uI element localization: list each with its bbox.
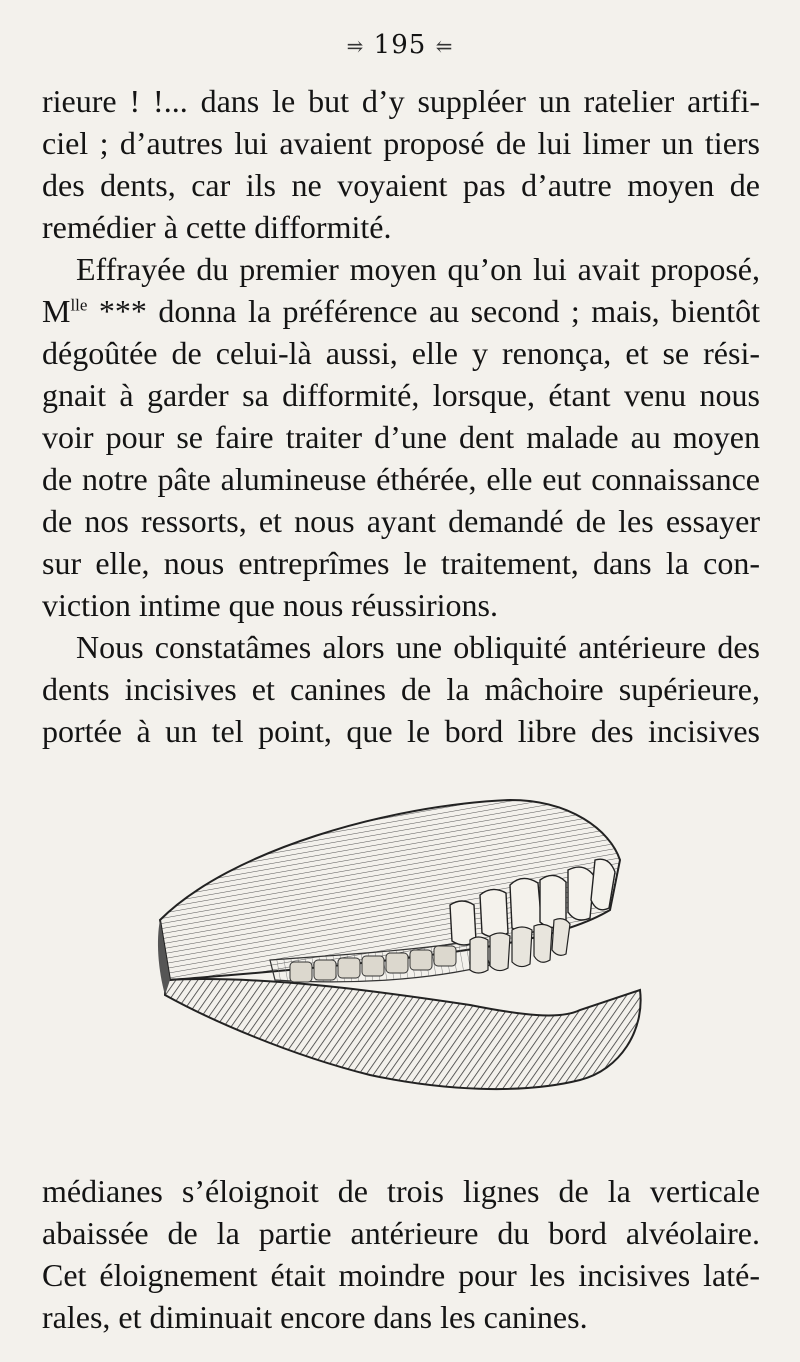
page-number-header — [0, 30, 800, 60]
text-line-with-superscript — [42, 290, 760, 332]
text-line: des dents, car ils ne voyaient pas d’autre moyen de — [42, 167, 760, 203]
text-line: dents incisives et canines de la mâchoire supérieure, — [42, 671, 760, 707]
superscript: lle — [70, 295, 88, 315]
text-line: portée à un tel point, que le bord libre des incisives — [42, 713, 760, 749]
page-number: 195 — [373, 30, 427, 60]
text-line: viction intime que nous réussirions. — [42, 587, 498, 623]
text-line: Nous constatâmes alors une obliquité antérieure des — [76, 629, 760, 665]
text-line: abaissée de la partie antérieure du bord alvéolaire. — [42, 1215, 760, 1251]
text-line: rales, et diminuait encore dans les canines. — [42, 1299, 588, 1335]
left-ornament-icon: ⥤ — [346, 34, 365, 58]
text-line: remédier à cette difformité. — [42, 209, 392, 245]
text-line: dégoûtée de celui-là aussi, elle y renonça, et se rési- — [42, 335, 760, 371]
text-line: Cet éloignement était moindre pour les incisives laté- — [42, 1257, 760, 1293]
text-block-bottom — [42, 1170, 760, 1338]
text-line: de nos ressorts, et nous ayant demandé de les essayer — [42, 503, 760, 539]
text-fragment: *** donna la préférence au second ; mais, bientôt — [87, 293, 760, 329]
text-line: gnait à garder sa difformité, lorsque, étant venu nous — [42, 377, 760, 413]
text-line: sur elle, nous entreprîmes le traitement, dans la con- — [42, 545, 760, 581]
text-fragment: M — [42, 293, 71, 329]
text-block-top — [42, 80, 760, 752]
text-line: voir pour se faire traiter d’une dent malade au moyen — [42, 419, 760, 455]
text-line: rieure ! !... dans le but d’y suppléer un ratelier artifi- — [42, 83, 760, 119]
text-line: médianes s’éloignoit de trois lignes de la verticale — [42, 1173, 760, 1209]
right-ornament-icon: ⥢ — [435, 34, 454, 58]
text-line: Effrayée du premier moyen qu’on lui avait proposé, — [76, 251, 760, 287]
text-line: de notre pâte alumineuse éthérée, elle eut connaissance — [42, 461, 760, 497]
dental-cast-illustration-icon — [140, 790, 670, 1110]
text-line: ciel ; d’autres lui avaient proposé de lui limer un tiers — [42, 125, 760, 161]
